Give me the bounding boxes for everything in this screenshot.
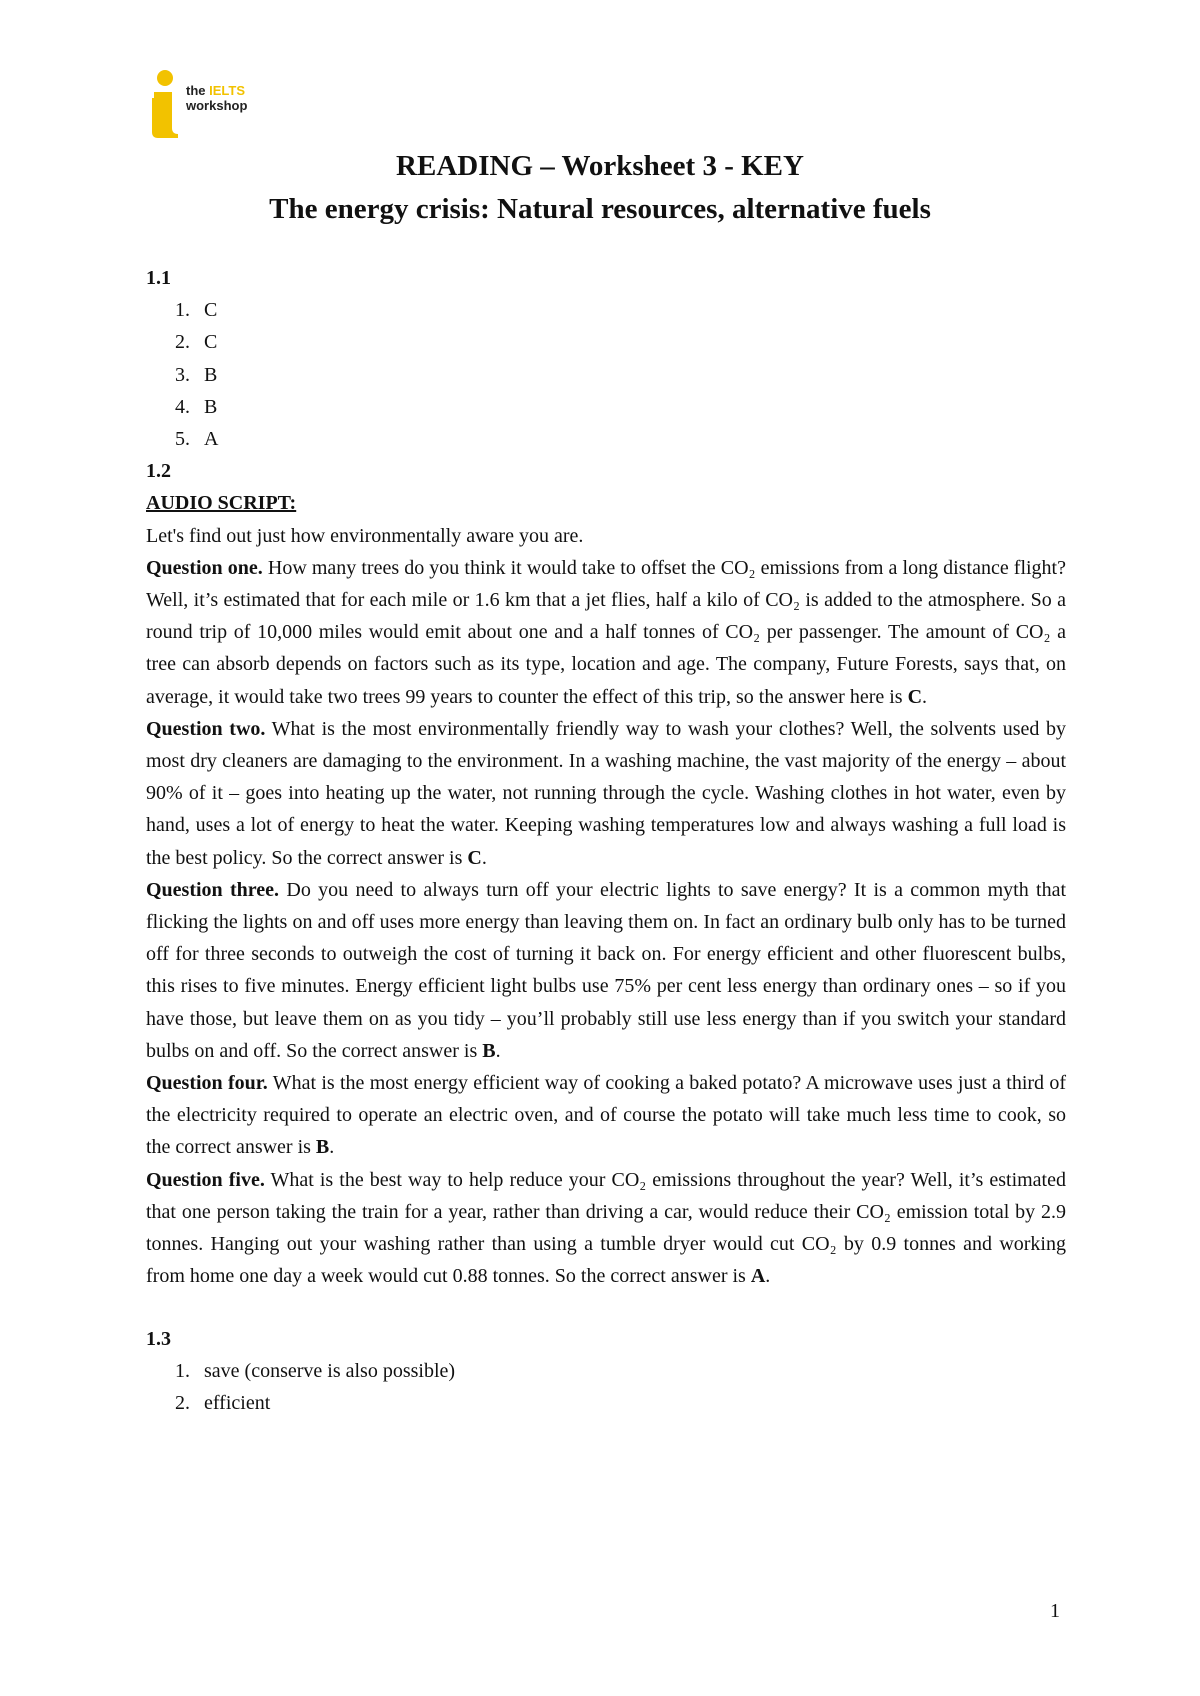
question-paragraph: Question one. How many trees do you think it would take to offset the CO₂ emissions from a long distance flight? Well, it’s estimated that for each mile or 1.6 km that a jet flies, half a kilo of CO₂ is added to the atmosphere. So a round trip of 10,000 miles would emit about one and a half tonnes of CO₂ per passenger. The amount of CO₂ a tree can absorb depends on factors such as its type, location and age. The company, Future Forests, says that, on average, it would take two trees 99 years to counter the effect of this trip, so the answer here is C. [146,556,1066,708]
audio-script-heading: AUDIO SCRIPT: [146,492,297,515]
page-number: 1 [1050,1600,1060,1622]
list-item: 4. B [175,395,218,418]
list-item: 2. C [175,331,218,354]
spacer [146,1293,1066,1323]
ielts-workshop-logo [148,68,288,140]
list-item: 3. B [175,363,218,386]
document-title: READING – Worksheet 3 - KEY [396,150,804,182]
list-item: 1. C [175,299,218,322]
list-item: 2. efficient [175,1391,271,1414]
logo-i-icon [148,68,182,140]
question-paragraph: Question two. What is the most environmentally friendly way to wash your clothes? Well, the solvents used by most dry cleaners are damaging to the environment. In a washing machine, the vast majority of the energy – about 90% of it – goes into heating up the water, not running through the cycle. Washing clothes in hot water, even by hand, uses a lot of energy to heat the water. Keeping washing temperatures low and always washing a full load is the best policy. So the correct answer is C. [146,717,1066,869]
list-item: 1. save (conserve is also possible) [175,1359,456,1382]
answer-key-content [146,262,1066,1419]
script-intro: Let's find out just how environmentally aware you are. [146,524,584,547]
answer-list-1-1 [146,294,1066,455]
section-heading-1-2: 1.2 [146,460,171,483]
document-subtitle: The energy crisis: Natural resources, alternative fuels [269,193,931,225]
answer-list-1-3 [146,1355,1066,1419]
title-block [0,146,1200,229]
question-paragraph: Question four. What is the most energy efficient way of cooking a baked potato? A microwave uses just a third of the electricity required to operate an electric oven, and of course the potato will take much less time to cook, so the correct answer is B. [146,1072,1067,1159]
list-item: 5. A [175,428,219,451]
question-paragraph: Question five. What is the best way to help reduce your CO₂ emissions throughout the year? Well, it’s estimated that one person taking the train for a year, rather than driving a car, would reduce their CO₂ emission total by 2.9 tonnes. Hanging out your washing rather than using a tumble dryer would cut CO₂ by 0.9 tonnes and working from home one day a week would cut 0.88 tonnes. So the correct answer is A. [146,1168,1066,1288]
logo-text: the IELTS workshop [186,83,248,113]
section-heading-1-1: 1.1 [146,267,171,289]
question-paragraph: Question three. Do you need to always turn off your electric lights to save energy? It is a common myth that flicking the lights on and off uses more energy than leaving them on. In fact an ordinary bulb only has to be turned off for three seconds to outweigh the cost of turning it back on. For energy efficient and other fluorescent bulbs, this rises to five minutes. Energy efficient light bulbs use 75% per cent less energy than ordinary ones – so if you have those, but leave them on as you tidy – you’ll probably still use less energy than if you switch your standard bulbs on and off. So the correct answer is B. [146,878,1067,1062]
section-heading-1-3: 1.3 [146,1327,171,1350]
